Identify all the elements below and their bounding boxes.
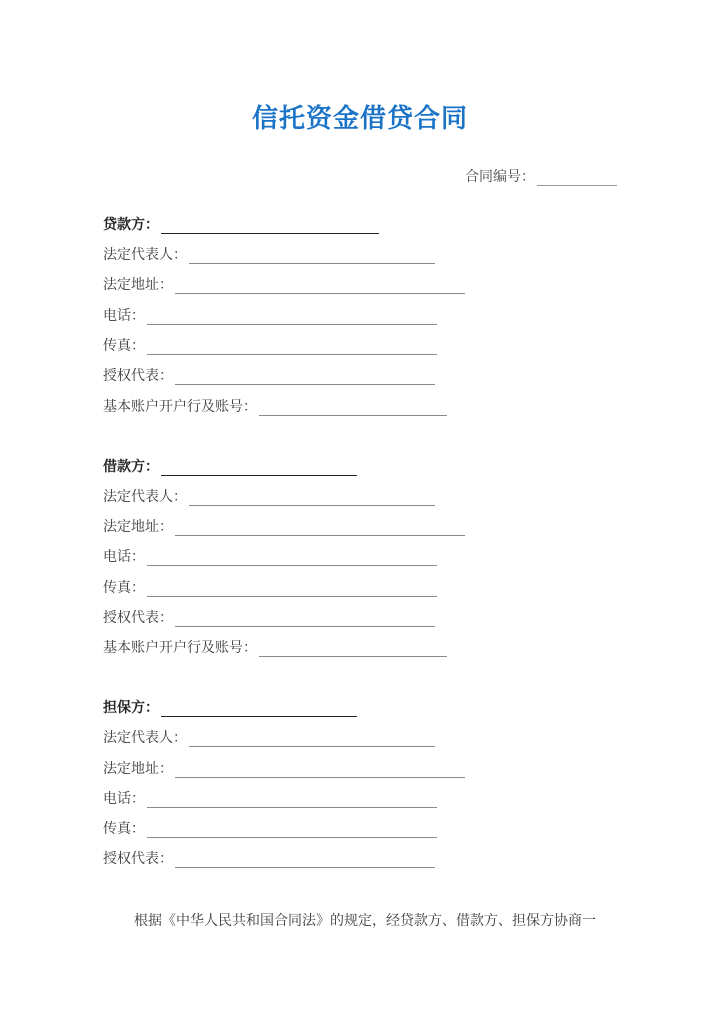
borrower-legal-rep-label: 法定代表人：: [103, 489, 187, 505]
lender-auth-rep-blank: [175, 370, 435, 385]
borrower-label: 借款方：: [103, 459, 159, 475]
borrower-blank: [161, 461, 357, 476]
lender-phone-row: [103, 307, 437, 325]
lender-auth-rep-label: 授权代表：: [103, 368, 173, 384]
guarantor-address-blank: [175, 763, 465, 778]
contract-number: [465, 166, 617, 186]
borrower-phone-row: [103, 548, 437, 566]
guarantor-blank: [161, 702, 357, 717]
lender-address-blank: [175, 279, 465, 294]
contract-number-blank: [537, 171, 617, 186]
guarantor-fax-row: [103, 820, 437, 838]
lender-address-row: [103, 276, 465, 294]
borrower-party-row: [103, 458, 357, 476]
contract-number-label: 合同编号：: [465, 169, 535, 185]
lender-phone-label: 电话：: [103, 308, 145, 324]
guarantor-legal-rep-row: [103, 729, 435, 747]
guarantor-party-row: [103, 699, 357, 717]
borrower-auth-rep-label: 授权代表：: [103, 610, 173, 626]
lender-blank: [161, 219, 379, 234]
lender-phone-blank: [147, 310, 437, 325]
lender-bank-account-row: [103, 398, 447, 416]
borrower-fax-row: [103, 579, 437, 597]
guarantor-legal-rep-blank: [189, 732, 435, 747]
guarantor-auth-rep-label: 授权代表：: [103, 851, 173, 867]
guarantor-auth-rep-blank: [175, 853, 435, 868]
guarantor-legal-rep-label: 法定代表人：: [103, 730, 187, 746]
guarantor-phone-row: [103, 790, 437, 808]
lender-label: 贷款方：: [103, 217, 159, 233]
lender-address-label: 法定地址：: [103, 277, 173, 293]
borrower-auth-rep-blank: [175, 612, 435, 627]
guarantor-fax-label: 传真：: [103, 821, 145, 837]
borrower-bank-account-row: [103, 639, 447, 657]
guarantor-address-row: [103, 760, 465, 778]
lender-bank-account-label: 基本账户开户行及账号：: [103, 399, 257, 415]
guarantor-auth-rep-row: [103, 850, 435, 868]
lender-legal-rep-blank: [189, 249, 435, 264]
guarantor-phone-blank: [147, 793, 437, 808]
borrower-legal-rep-blank: [189, 491, 435, 506]
document-title: 信托资金借贷合同: [251, 104, 468, 134]
borrower-legal-rep-row: [103, 488, 435, 506]
guarantor-address-label: 法定地址：: [103, 761, 173, 777]
borrower-address-blank: [175, 521, 465, 536]
lender-fax-label: 传真：: [103, 338, 145, 354]
lender-fax-blank: [147, 340, 437, 355]
lender-party-row: [103, 216, 379, 234]
borrower-address-label: 法定地址：: [103, 519, 173, 535]
lender-legal-rep-label: 法定代表人：: [103, 247, 187, 263]
intro-paragraph: 根据《中华人民共和国合同法》的规定，经贷款方、借款方、担保方协商一: [134, 913, 596, 929]
borrower-bank-account-label: 基本账户开户行及账号：: [103, 640, 257, 656]
guarantor-label: 担保方：: [103, 700, 159, 716]
guarantor-fax-blank: [147, 823, 437, 838]
borrower-auth-rep-row: [103, 609, 435, 627]
lender-fax-row: [103, 337, 437, 355]
lender-auth-rep-row: [103, 367, 435, 385]
borrower-fax-label: 传真：: [103, 580, 145, 596]
lender-bank-account-blank: [259, 401, 447, 416]
borrower-phone-blank: [147, 551, 437, 566]
guarantor-phone-label: 电话：: [103, 791, 145, 807]
lender-legal-rep-row: [103, 246, 435, 264]
borrower-phone-label: 电话：: [103, 549, 145, 565]
borrower-fax-blank: [147, 582, 437, 597]
borrower-bank-account-blank: [259, 642, 447, 657]
borrower-address-row: [103, 518, 465, 536]
